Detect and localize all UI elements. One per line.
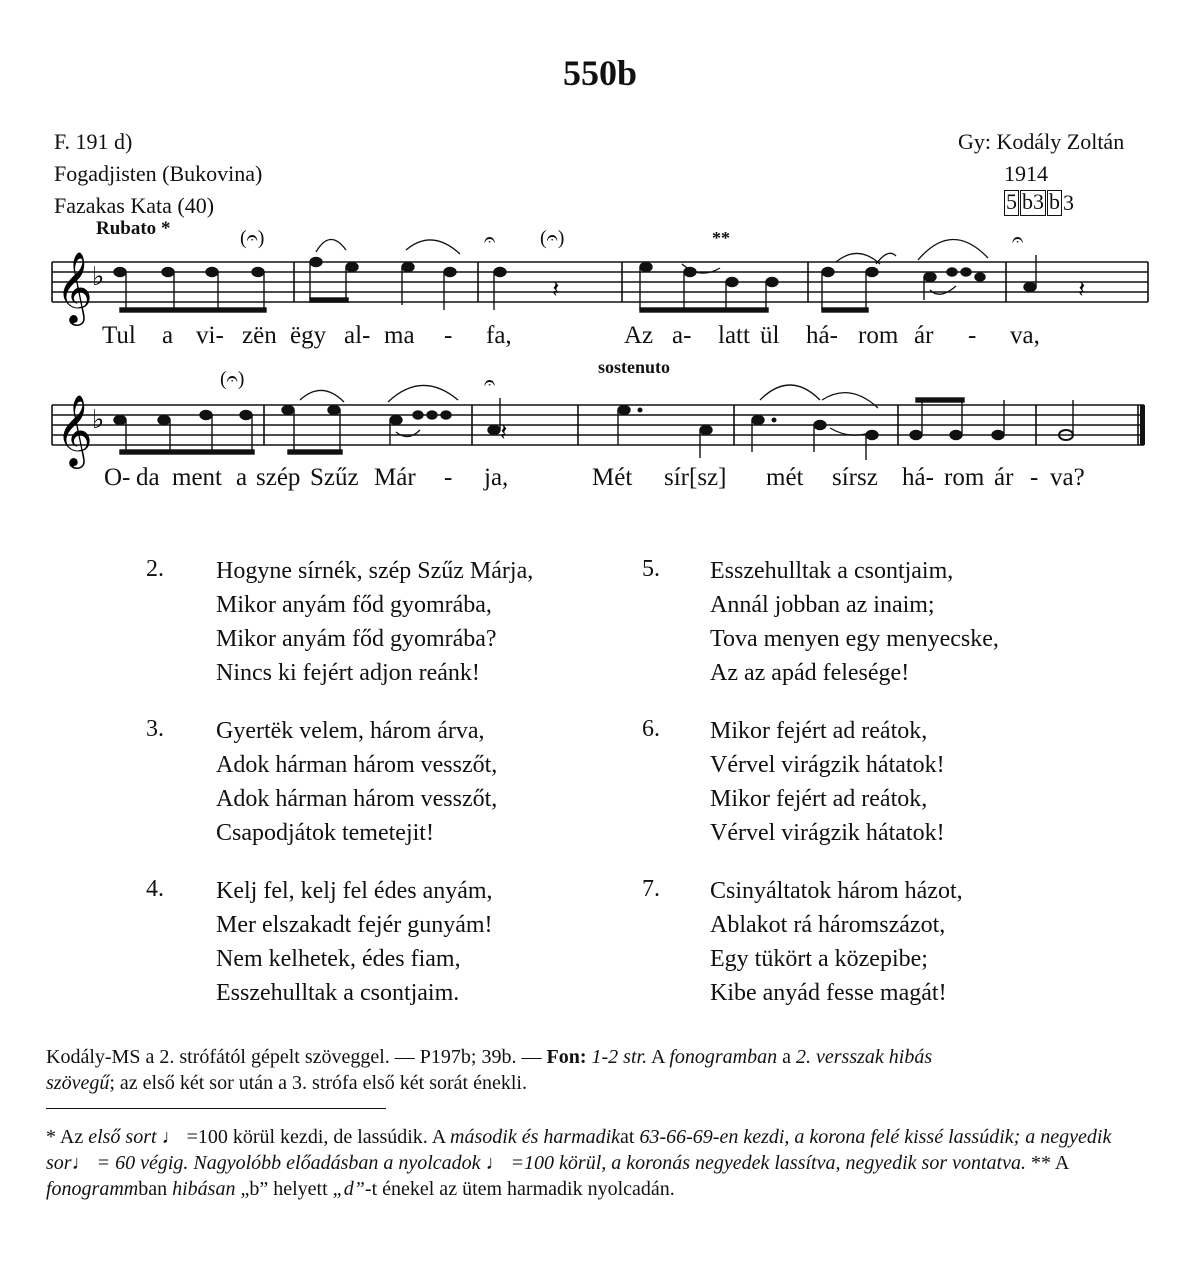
verse-number: 5. <box>642 556 660 582</box>
staff-2-lines <box>52 405 1144 445</box>
lyric-syllable: sír[sz] <box>664 464 727 491</box>
lyric-syllable: Tul <box>102 322 136 349</box>
verse-line: Csinyáltatok három házot, <box>710 878 963 904</box>
source-place: Fogadjisten (Bukovina) <box>54 161 263 186</box>
verse-line: Nem kelhetek, édes fiam, <box>216 946 461 972</box>
verse-line: Vérvel virágzik hátatok! <box>710 820 945 846</box>
lyric-syllable: Már <box>374 464 416 491</box>
footnote: * Az első sort ♩ =100 körül kezdi, de lassúdik. A második és harmadikat 63-66-69-en kezdi, a korona felé kissé lassúdik; a negyedik sor♩ = 60 végig. Nagyolóbb előadásban a nyolcadok ♩ =100 körül, a koronás negyedek lassítva, negyedik sor vontatva. ** A fonogrammban hibásan „b” helyett „d”-t énekel az ütem harmadik nyolcadán. <box>46 1126 1112 1200</box>
verse-block <box>216 554 533 690</box>
lyric-syllable: va, <box>1010 322 1040 349</box>
treble-clef-icon: 𝄞 <box>56 393 93 466</box>
fermata-paren: (𝄐) <box>240 227 265 249</box>
verse-line: Mikor anyám főd gyomrába, <box>216 592 492 618</box>
footnote-divider <box>46 1108 386 1109</box>
quarter-note-icon: ♩ <box>161 1126 182 1148</box>
lyric-syllable: da <box>136 464 160 491</box>
verse-line: Nincs ki fejért adjon reánk! <box>216 660 480 686</box>
lyric-syllable: - <box>1030 464 1039 491</box>
rest-icon: 𝄽 <box>552 275 560 303</box>
lyric-syllable: ja, <box>484 464 509 491</box>
lyric-syllable: ül <box>760 322 780 349</box>
verse-line: Tova menyen egy menyecske, <box>710 626 999 652</box>
modal-box: b3 <box>1022 189 1044 214</box>
final-barline <box>1140 405 1145 445</box>
verse-block <box>710 554 999 690</box>
staff-2-notes <box>114 398 1073 460</box>
lyric-syllable: ment <box>172 464 222 491</box>
lyric-syllable: szép <box>256 464 301 491</box>
verse-line: Annál jobban az inaim; <box>710 592 935 618</box>
lyric-syllable: ma <box>384 322 415 349</box>
verse-line: Csapodjátok temetejit! <box>216 820 434 846</box>
lyric-syllable: a <box>236 464 248 491</box>
quarter-note-icon: ♩ <box>71 1152 92 1174</box>
lyric-syllable: há- <box>902 464 934 491</box>
lyric-syllable: - <box>444 464 453 491</box>
fermata-icon: 𝄐 <box>1012 229 1024 251</box>
lyric-syllable: - <box>444 322 453 349</box>
verse-line: Mer elszakadt fejér gunyám! <box>216 912 493 938</box>
verse-line: Esszehulltak a csontjaim. <box>216 980 460 1006</box>
verse-line: Esszehulltak a csontjaim, <box>710 558 954 584</box>
lyric-syllable: Az <box>624 322 654 349</box>
lyric-syllable: a- <box>672 322 692 349</box>
verse-line: Mikor fejért ad reátok, <box>710 786 928 812</box>
lyric-syllable: - <box>968 322 977 349</box>
verse-line: Egy tükört a közepibe; <box>710 946 928 972</box>
verse-line: Kelj fel, kelj fel édes anyám, <box>216 878 493 904</box>
lyric-syllable: zën <box>242 322 277 349</box>
source-id: F. 191 d) <box>54 129 133 154</box>
lyric-syllable: ár <box>994 464 1014 491</box>
lyric-syllable: rom <box>858 322 899 349</box>
fermata-icon: 𝄐 <box>484 229 496 251</box>
lyric-syllable: Mét <box>592 464 633 491</box>
verse-line: Mikor anyám főd gyomrába? <box>216 626 497 652</box>
lyric-syllable: há- <box>806 322 838 349</box>
verse-line: Mikor fejért ad reátok, <box>710 718 928 744</box>
source-note: Kodály-MS a 2. strófától gépelt szöveggel. — P197b; 39b. — Fon: 1-2 str. A fonogramban a 2. versszak hibás szövegű; az első két sor után a 3. strófa első két sorát énekli. <box>46 1046 933 1094</box>
source-singer: Fazakas Kata (40) <box>54 193 215 218</box>
verse-number: 4. <box>146 876 164 902</box>
verse-line: Kibe anyád fesse magát! <box>710 980 947 1006</box>
staff-1-notes <box>114 255 1036 312</box>
verse-line: Gyertëk velem, három árva, <box>216 718 485 744</box>
verse-number: 7. <box>642 876 660 902</box>
verse-line: Adok hárman három vesszőt, <box>216 752 498 778</box>
lyric-syllable: al- <box>344 322 371 349</box>
sostenuto-marking: sostenuto <box>598 357 671 377</box>
verse-line: Hogyne sírnék, szép Szűz Márja, <box>216 558 534 584</box>
lyric-syllable: ár <box>914 322 934 349</box>
lyric-syllable: latt <box>718 322 750 349</box>
flat-icon: ♭ <box>92 262 105 292</box>
collector-year: 1914 <box>1004 161 1048 186</box>
modal-box: b <box>1049 189 1060 214</box>
verse-number: 3. <box>146 716 164 742</box>
verse-line: Adok hárman három vesszőt, <box>216 786 498 812</box>
verse-block <box>216 874 493 1010</box>
lyric-syllable: Szűz <box>310 464 359 491</box>
verse-line: Vérvel virágzik hátatok! <box>710 752 945 778</box>
rest-icon: 𝄽 <box>500 418 508 446</box>
fermata-icon: 𝄐 <box>484 372 496 394</box>
lyric-syllable: rom <box>944 464 985 491</box>
verse-block <box>710 714 945 850</box>
modal-tail: 3 <box>1063 190 1074 215</box>
lyric-syllable: ëgy <box>290 322 327 349</box>
lyric-syllable: a <box>162 322 174 349</box>
fermata-paren: (𝄐) <box>220 368 245 390</box>
lyric-syllable: O- <box>104 464 131 491</box>
flat-icon: ♭ <box>92 405 105 435</box>
lyric-syllable: vi- <box>196 322 224 349</box>
lyric-syllable: sírsz <box>832 464 878 491</box>
music-staff-svg <box>0 0 1200 520</box>
verse-line: Az az apád felesége! <box>710 660 910 686</box>
verse-line: Ablakot rá háromszázot, <box>710 912 946 938</box>
lyric-syllable: va? <box>1050 464 1085 491</box>
slurs-2 <box>300 385 878 437</box>
tempo-marking: Rubato * <box>96 218 171 239</box>
lyric-syllable: mét <box>766 464 804 491</box>
verse-block <box>710 874 963 1010</box>
staff-1-lines <box>52 262 1148 302</box>
fermata-paren: (𝄐) <box>540 227 565 249</box>
verse-number: 2. <box>146 556 164 582</box>
lyric-syllable: fa, <box>486 322 512 349</box>
quarter-note-icon: ♩ <box>485 1152 506 1174</box>
treble-clef-icon: 𝄞 <box>56 250 93 323</box>
verse-number: 6. <box>642 716 660 742</box>
double-star-mark: ** <box>712 228 730 248</box>
verse-block <box>216 714 497 850</box>
rest-icon: 𝄽 <box>1078 275 1086 303</box>
collector-name: Gy: Kodály Zoltán <box>958 129 1125 154</box>
page-title: 550b <box>562 53 638 93</box>
modal-box: 5 <box>1006 189 1017 214</box>
